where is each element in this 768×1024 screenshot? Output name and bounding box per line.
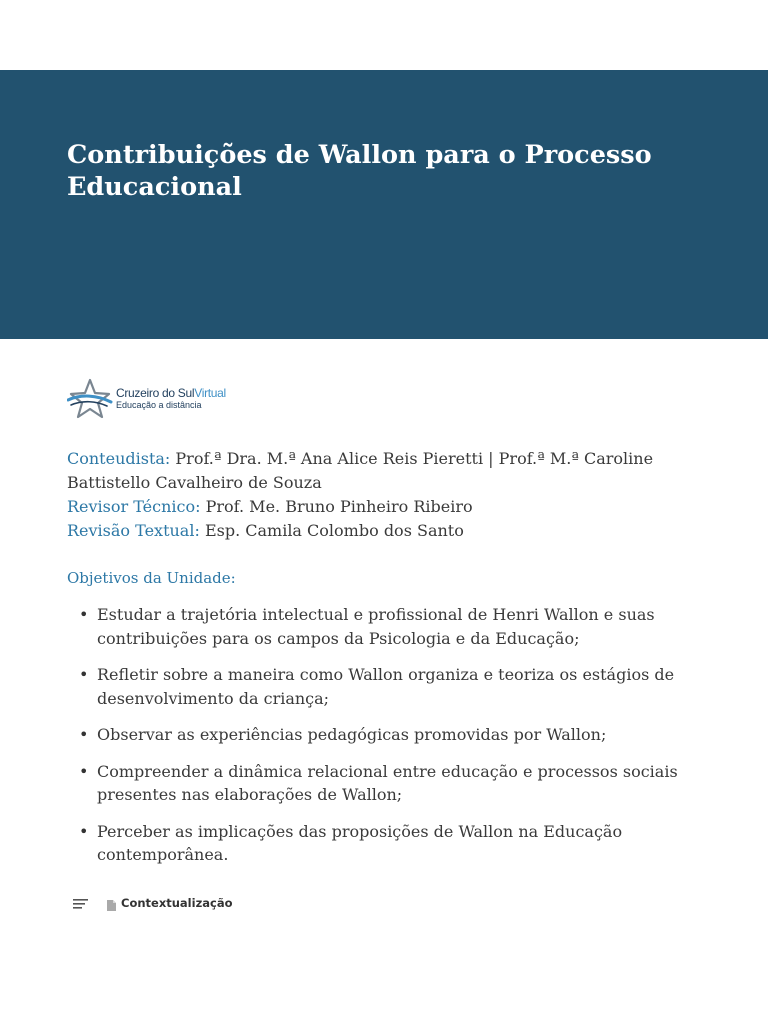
list-item: • Estudar a trajetória intelectual e profissional de Henri Wallon e suas contribuições para os campos da Psicologia e da Educação; — [67, 603, 717, 650]
credit-label: Revisão Textual: — [67, 521, 200, 540]
brand-logo — [67, 377, 237, 421]
header-banner — [0, 70, 768, 339]
page-title: Contribuições de Wallon para o Processo Educacional — [67, 140, 652, 202]
document-icon — [106, 897, 117, 910]
credit-value: Esp. Camila Colombo dos Santo — [204, 521, 464, 540]
star-logo-icon — [67, 378, 113, 420]
credit-value: Prof. Me. Bruno Pinheiro Ribeiro — [205, 497, 473, 516]
list-item: • Refletir sobre a maneira como Wallon organiza e teoriza os estágios de desenvolvimento da criança; — [67, 663, 717, 710]
credit-label: Conteudista: — [67, 449, 171, 468]
credit-author — [67, 447, 707, 495]
credits-block — [67, 447, 707, 543]
objectives-list — [67, 603, 717, 880]
logo-tagline: Educação a distância — [116, 399, 202, 410]
section-label-contextualizacao[interactable]: Contextualização — [121, 896, 233, 910]
logo-name: Cruzeiro do SulVirtual — [116, 386, 226, 401]
objectives-heading: Objetivos da Unidade: — [67, 569, 236, 587]
credit-label: Revisor Técnico: — [67, 497, 201, 516]
credit-value: Prof.ª Dra. M.ª Ana Alice Reis Pieretti | Prof.ª M.ª Caroline Battistello Cavalheiro de Souza — [67, 449, 654, 492]
credit-reviewer — [67, 495, 707, 519]
hamburger-menu-icon[interactable] — [72, 896, 90, 910]
credit-text-reviewer — [67, 519, 707, 543]
list-item: • Observar as experiências pedagógicas promovidas por Wallon; — [67, 723, 717, 747]
list-item: • Compreender a dinâmica relacional entre educação e processos sociais presentes nas elaborações de Wallon; — [67, 760, 717, 807]
section-nav — [72, 893, 233, 913]
list-item: • Perceber as implicações das proposições de Wallon na Educação contemporânea. — [67, 820, 717, 867]
